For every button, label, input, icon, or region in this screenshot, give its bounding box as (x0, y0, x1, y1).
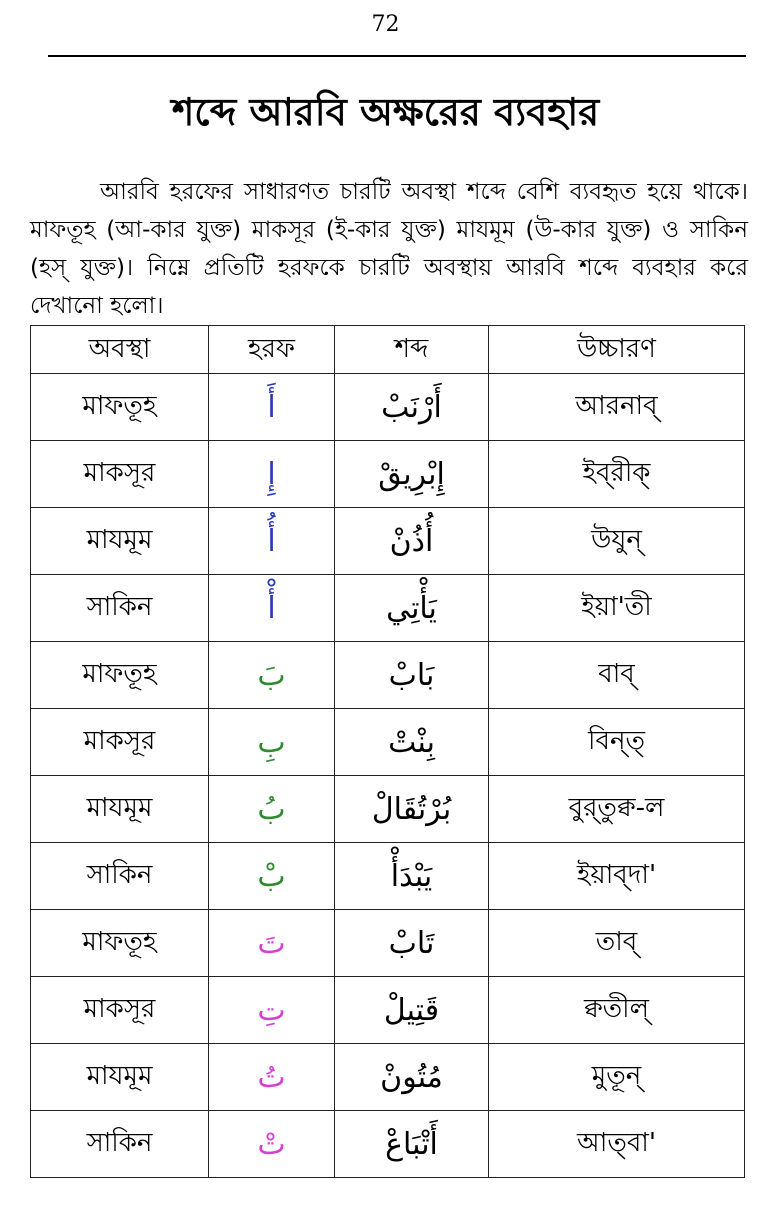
pronunciation-cell (489, 977, 745, 1044)
arabic-word: إِبْرِيقْ (378, 456, 445, 492)
arabic-word: مُتُونْ (380, 1059, 443, 1095)
arabic-letter: بُ (257, 791, 286, 827)
page-number: 72 (371, 12, 400, 37)
word-cell (335, 642, 489, 709)
arabic-letter: تُ (257, 1059, 286, 1095)
header-letter: হরফ (209, 326, 335, 374)
arabic-letter: بَ (257, 657, 286, 693)
state-cell: সাকিন (31, 843, 209, 910)
state-cell: মাকসূর (31, 709, 209, 776)
letter-cell (209, 441, 335, 508)
arabic-word: أَتْبَاعْ (385, 1126, 438, 1162)
pronunciation-cell (489, 508, 745, 575)
table-row (31, 776, 745, 843)
table-body (31, 374, 745, 1178)
letter-cell (209, 374, 335, 441)
header-state: অবস্থা (31, 326, 209, 374)
state-cell: মাযমূম (31, 508, 209, 575)
table-row (31, 910, 745, 977)
arabic-word: يَأْتِي (386, 590, 437, 626)
letter-cell (209, 709, 335, 776)
state-cell: মাফতূহ (31, 374, 209, 441)
pronunciation-cell (489, 1044, 745, 1111)
pronunciation-cell (489, 776, 745, 843)
page-heading: শব্দে আরবি অক্ষরের ব্যবহার (171, 90, 600, 134)
word-cell (335, 441, 489, 508)
pronunciation-cell (489, 642, 745, 709)
arabic-word: قَتِيلْ (383, 992, 440, 1028)
header-word: শব্দ (335, 326, 489, 374)
arabic-letter: تْ (257, 1126, 286, 1162)
pronunciation-text: ইব্‌রীক্ (582, 458, 651, 488)
pronunciation-text: ইয়া'তী (581, 592, 652, 622)
table-header-row (31, 326, 745, 374)
arabic-letter: أْ (267, 590, 276, 626)
word-cell (335, 374, 489, 441)
word-cell (335, 1111, 489, 1178)
table-row (31, 843, 745, 910)
word-cell (335, 575, 489, 642)
letter-cell (209, 1111, 335, 1178)
state-cell: মাযমূম (31, 776, 209, 843)
word-cell (335, 1044, 489, 1111)
arabic-word: يَبْدَأْ (390, 858, 433, 894)
table-row (31, 575, 745, 642)
pronunciation-cell (489, 709, 745, 776)
word-cell (335, 508, 489, 575)
state-cell: মাকসূর (31, 441, 209, 508)
state-cell: সাকিন (31, 1111, 209, 1178)
table-row (31, 1111, 745, 1178)
pronunciation-cell (489, 441, 745, 508)
header-pronunciation: উচ্চারণ (489, 326, 745, 374)
table-row (31, 642, 745, 709)
pronunciation-cell (489, 374, 745, 441)
pronunciation-cell (489, 1111, 745, 1178)
word-cell (335, 709, 489, 776)
pronunciation-text: বাব্ (598, 659, 635, 689)
arabic-word: أُذُنْ (389, 523, 434, 559)
state-cell: সাকিন (31, 575, 209, 642)
pronunciation-cell (489, 575, 745, 642)
state-cell: মাফতূহ (31, 642, 209, 709)
state-cell: মাকসূর (31, 977, 209, 1044)
table-row (31, 441, 745, 508)
word-cell (335, 910, 489, 977)
arabic-word: تَابْ (388, 925, 435, 961)
arabic-word: بُرْتُقَالْ (371, 791, 452, 827)
pronunciation-text: আরনাব্ (575, 391, 658, 421)
state-cell: মাফতূহ (31, 910, 209, 977)
pronunciation-text: ক্বতীল্ (584, 994, 649, 1024)
table-row (31, 977, 745, 1044)
arabic-letter: بِ (257, 724, 286, 760)
letter-cell (209, 910, 335, 977)
arabic-word: بَابْ (388, 657, 435, 693)
arabic-word: بِنْتْ (388, 724, 435, 760)
letter-cell (209, 1044, 335, 1111)
letter-cell (209, 575, 335, 642)
table-row (31, 709, 745, 776)
arabic-letter: إِ (267, 456, 276, 492)
pronunciation-text: আত্‌বা' (577, 1128, 656, 1158)
arabic-letter: بْ (257, 858, 286, 894)
arabic-letters-table (30, 325, 745, 1178)
arabic-word: أَرْنَبْ (381, 389, 442, 425)
pronunciation-text: উযুন্ (591, 525, 642, 555)
pronunciation-text: বুর্‌তুক্ব-ল (568, 793, 665, 823)
table-row (31, 1044, 745, 1111)
pronunciation-cell (489, 910, 745, 977)
pronunciation-text: তাব্ (595, 927, 638, 957)
arabic-letter: تِ (257, 992, 286, 1028)
letter-cell (209, 843, 335, 910)
header-divider (48, 55, 746, 57)
pronunciation-text: মুতূন্ (591, 1061, 642, 1091)
word-cell (335, 977, 489, 1044)
word-cell (335, 776, 489, 843)
table-row (31, 374, 745, 441)
arabic-letter: تَ (257, 925, 286, 961)
pronunciation-cell (489, 843, 745, 910)
letter-cell (209, 776, 335, 843)
arabic-letter: أَ (267, 389, 276, 425)
table-row (31, 508, 745, 575)
letter-cell (209, 508, 335, 575)
state-cell: মাযমূম (31, 1044, 209, 1111)
arabic-letter: أُ (267, 523, 276, 559)
letter-cell (209, 642, 335, 709)
pronunciation-text: বিন্‌ত্ (588, 726, 645, 756)
intro-paragraph: আরবি হরফের সাধারণত চারটি অবস্থা শব্দে বেশি ব্যবহৃত হয়ে থাকে। মাফতূহ (আ-কার যুক্ত) মাকসূর (ই-কার যুক্ত) মাযমূম (উ-কার যুক্ত) ও সাকিন (হস্ যুক্ত)। নিম্নে প্রতিটি হরফকে চারটি অবস্থায় আরবি শব্দে ব্যবহার করে দেখানো হলো। (30, 179, 748, 319)
pronunciation-text: ইয়াব্‌দা' (576, 860, 657, 890)
letter-cell (209, 977, 335, 1044)
word-cell (335, 843, 489, 910)
